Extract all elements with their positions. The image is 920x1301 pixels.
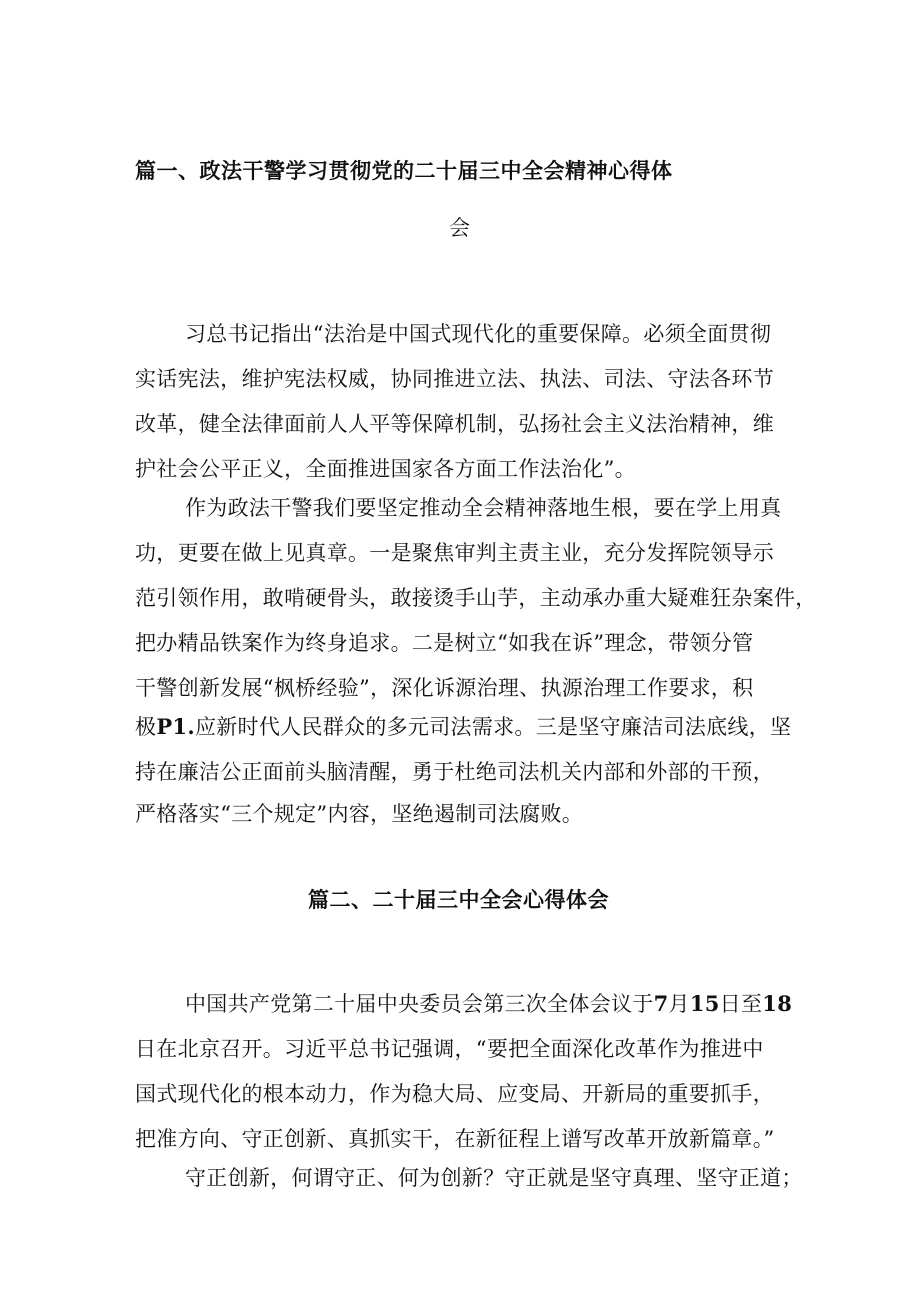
s1-p1-line3: 改革，健全法律面前人人平等保障机制，弘扬社会主义法治精神，维 — [135, 412, 774, 436]
section1-title-line2: 会 — [449, 216, 471, 240]
s1-p2-line5: 干警创新发展“枫桥经验”，深化诉源治理、执源治理工作要求，积 — [135, 676, 754, 700]
s2-p1-day-end: 18 — [762, 991, 793, 1016]
s2-p1-line2: 日在北京召开。习近平总书记强调，“要把全面深化改革作为推进中 — [135, 1037, 764, 1061]
s2-p1-day-start: 15 — [689, 991, 720, 1016]
s2-p1-line4: 把准方向、守正创新、真抓实干，在新征程上谱写改革开放新篇章。” — [135, 1127, 775, 1151]
s2-p1-month: 7 — [653, 991, 669, 1016]
s2-p1-line1-c: 月 — [668, 992, 690, 1016]
s1-p2-line4: 把办精品铁案作为终身追求。二是树立“如我在诉”理念，带领分管 — [135, 631, 754, 655]
s1-p1-line4: 护社会公平正义，全面推进国家各方面工作法治化”。 — [135, 457, 636, 481]
s1-p2-line8: 严格落实“三个规定”内容，坚绝遏制司法腐败。 — [135, 802, 584, 826]
section1-title-line1: 篇一、政法干警学习贯彻党的二十届三中全会精神心得体 — [135, 158, 673, 183]
s1-p2-line3: 范引领作用，敢啃硬骨头，敢接烫手山芋，主动承办重大疑难狂杂案件， — [135, 586, 817, 610]
section2-title: 篇二、二十届三中全会心得体会 — [308, 887, 609, 912]
s1-p2-line6-prefix: 极 — [135, 715, 157, 739]
s1-p2-line6 — [135, 711, 791, 741]
s1-p1-line1: 习总书记指出“法治是中国式现代化的重要保障。必须全面贯彻 — [185, 322, 772, 346]
s2-p1-line3: 国式现代化的根本动力，作为稳大局、应变局、开新局的重要抓手， — [135, 1082, 774, 1106]
s1-p2-line2: 功，更要在做上见真章。一是聚焦审判主责主业，充分发挥院领导示 — [135, 541, 774, 565]
s1-p2-line6-bold: P1. — [156, 714, 195, 739]
s1-p1-line2: 实话宪法，维护宪法权威，协同推进立法、执法、司法、守法各环节 — [135, 367, 774, 391]
s2-p1-line1-e: 日至 — [719, 992, 763, 1016]
s2-p1-line1-a: 中国共产党第二十届中央委员会第三次全体会议于 — [185, 992, 654, 1016]
s2-p1-line1 — [185, 988, 792, 1018]
s1-p2-line1: 作为政法干警我们要坚定推动全会精神落地生根，要在学上用真 — [185, 496, 782, 520]
s1-p2-line6-rest: 应新时代人民群众的多元司法需求。三是坚守廉洁司法底线，坚 — [194, 715, 792, 739]
s2-p2-line1: 守正创新，何谓守正、何为创新？守正就是坚守真理、坚守正道； — [185, 1166, 803, 1190]
s1-p2-line7: 持在廉洁公正面前头脑清醒，勇于杜绝司法机关内部和外部的干预， — [135, 760, 774, 784]
